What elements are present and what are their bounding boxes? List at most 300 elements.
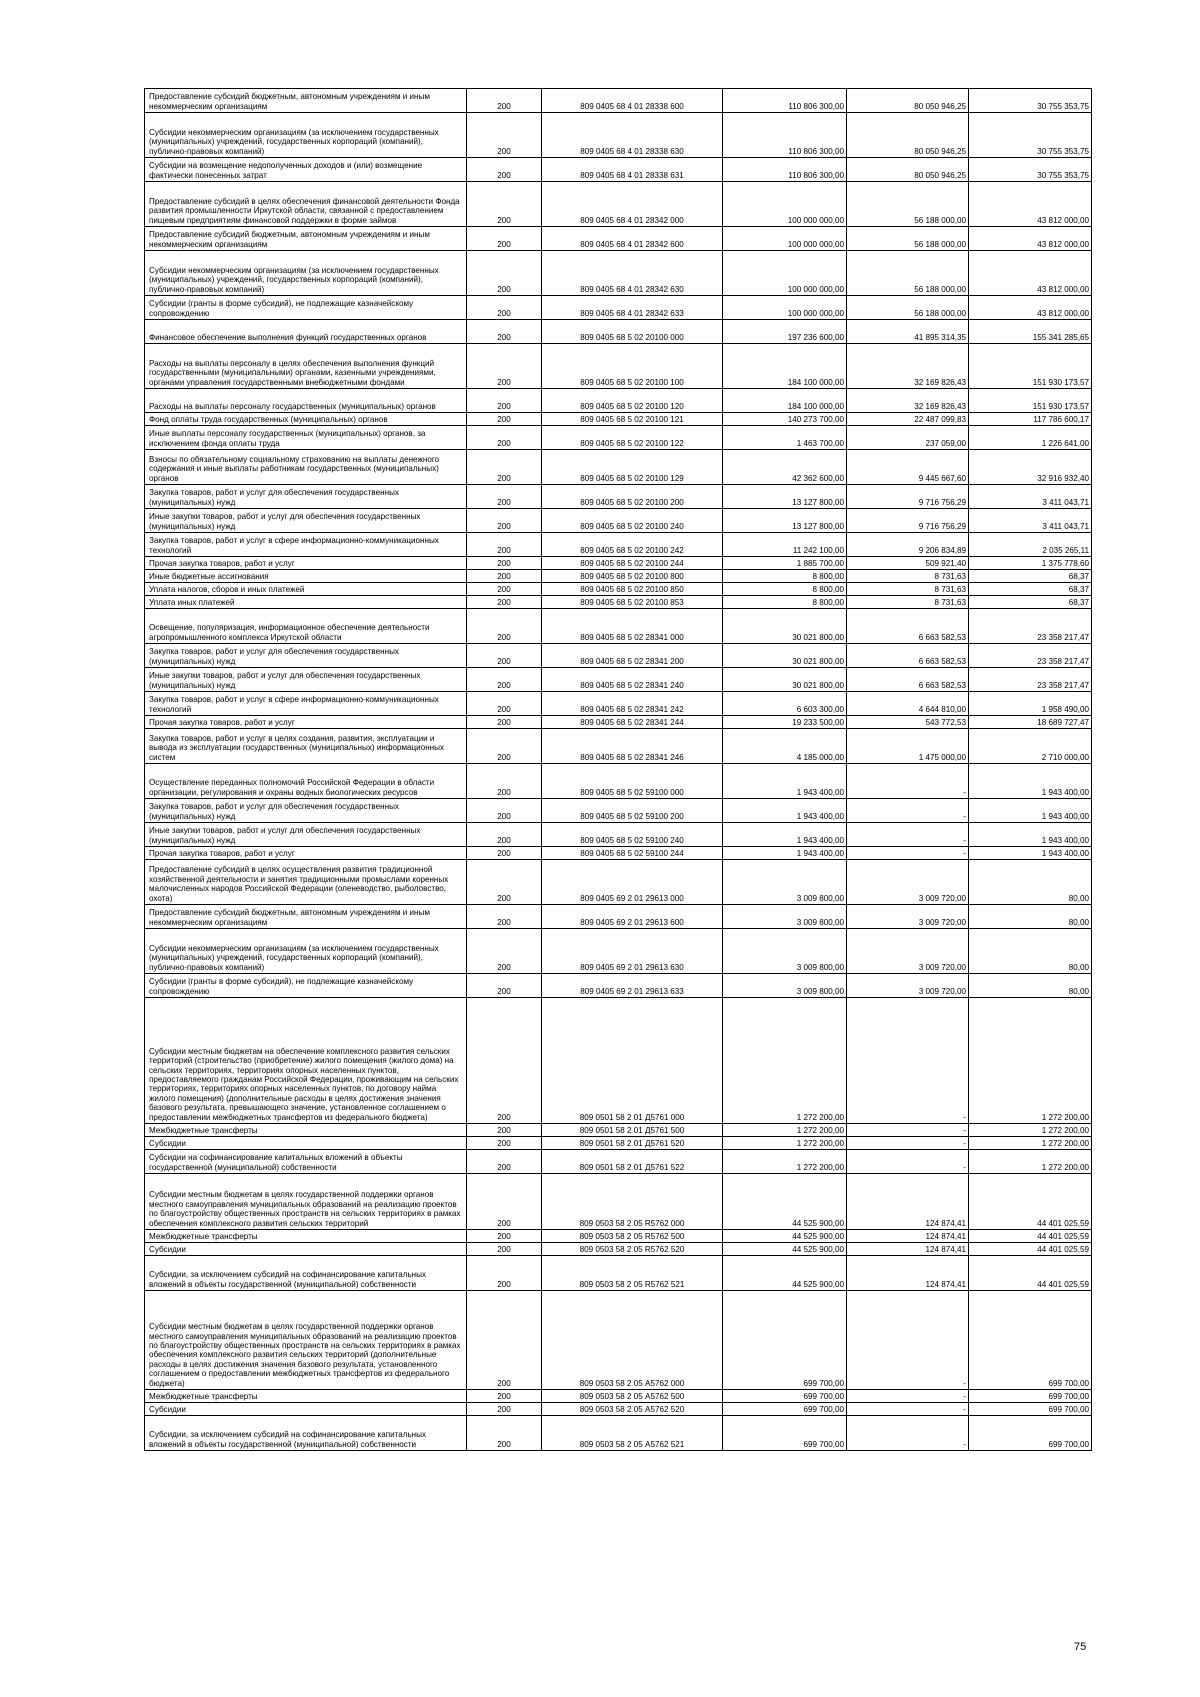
- row-remainder-cell: 151 930 173,57: [969, 344, 1092, 389]
- row-executed-cell: 3 009 720,00: [847, 860, 969, 905]
- row-name-cell: Субсидии местным бюджетам в целях государственной поддержки органов местного самоуправления муниципальных образований на реализацию проектов по благоустройству общественных пространств на сельских территориях в рамках обеспечения комплексного развития сельских территорий: [145, 1174, 467, 1230]
- row-kbk-cell: 809 0405 68 5 02 59100 244: [542, 847, 723, 860]
- row-plan-cell: 140 273 700,00: [723, 413, 847, 426]
- row-kbk-cell: 809 0503 58 2 05 R5762 500: [542, 1230, 723, 1243]
- row-code-cell: 200: [467, 320, 542, 344]
- row-executed-cell: 22 487 099,83: [847, 413, 969, 426]
- row-code-cell: 200: [467, 929, 542, 974]
- row-code-cell: 200: [467, 1390, 542, 1403]
- row-name-cell: Иные закупки товаров, работ и услуг для обеспечения государственных (муниципальных) нужд: [145, 668, 467, 692]
- row-remainder-cell: 80,00: [969, 905, 1092, 929]
- row-remainder-cell: 44 401 025,59: [969, 1230, 1092, 1243]
- row-name-cell: Освещение, популяризация, информационное обеспечение деятельности агропромышленного комплекса Иркутской области: [145, 609, 467, 644]
- row-remainder-cell: 155 341 285,65: [969, 320, 1092, 344]
- table-row: [145, 557, 1092, 570]
- row-remainder-cell: 43 812 000,00: [969, 296, 1092, 320]
- row-kbk-cell: 809 0405 68 5 02 59100 240: [542, 823, 723, 847]
- table-row: [145, 344, 1092, 389]
- table-row: [145, 389, 1092, 413]
- row-kbk-cell: 809 0501 58 2 01 Д5761 000: [542, 998, 723, 1124]
- row-code-cell: 200: [467, 1291, 542, 1390]
- row-name-cell: Иные выплаты персоналу государственных (муниципальных) органов, за исключением фонда оплаты труда: [145, 426, 467, 450]
- row-plan-cell: 13 127 800,00: [723, 509, 847, 533]
- row-executed-cell: 32 169 826,43: [847, 389, 969, 413]
- row-code-cell: 200: [467, 426, 542, 450]
- row-plan-cell: 3 009 800,00: [723, 974, 847, 998]
- row-name-cell: Субсидии: [145, 1243, 467, 1256]
- table-row: [145, 450, 1092, 485]
- row-kbk-cell: 809 0405 68 5 02 20100 240: [542, 509, 723, 533]
- row-code-cell: 200: [467, 1416, 542, 1451]
- row-kbk-cell: 809 0405 68 5 02 20100 122: [542, 426, 723, 450]
- budget-execution-table: [144, 88, 1092, 1451]
- row-remainder-cell: 30 755 353,75: [969, 158, 1092, 182]
- row-kbk-cell: 809 0405 68 4 01 28338 600: [542, 89, 723, 113]
- row-executed-cell: -: [847, 1403, 969, 1416]
- row-name-cell: Субсидии (гранты в форме субсидий), не подлежащие казначейскому сопровождению: [145, 296, 467, 320]
- row-executed-cell: 543 772,53: [847, 716, 969, 729]
- row-plan-cell: 100 000 000,00: [723, 227, 847, 251]
- row-code-cell: 200: [467, 344, 542, 389]
- row-remainder-cell: 23 358 217,47: [969, 668, 1092, 692]
- table-row: [145, 823, 1092, 847]
- row-name-cell: Субсидии, за исключением субсидий на софинансирование капитальных вложений в объекты государственной (муниципальной) собственности: [145, 1256, 467, 1291]
- row-remainder-cell: 43 812 000,00: [969, 251, 1092, 296]
- row-kbk-cell: 809 0405 68 5 02 20100 121: [542, 413, 723, 426]
- row-remainder-cell: 699 700,00: [969, 1416, 1092, 1451]
- table-row: [145, 413, 1092, 426]
- row-remainder-cell: 44 401 025,59: [969, 1243, 1092, 1256]
- row-kbk-cell: 809 0405 68 5 02 20100 244: [542, 557, 723, 570]
- row-executed-cell: -: [847, 1390, 969, 1403]
- row-name-cell: Субсидии: [145, 1403, 467, 1416]
- row-plan-cell: 44 525 900,00: [723, 1256, 847, 1291]
- row-executed-cell: 124 874,41: [847, 1256, 969, 1291]
- row-code-cell: 200: [467, 182, 542, 227]
- row-plan-cell: 1 272 200,00: [723, 1137, 847, 1150]
- row-kbk-cell: 809 0405 68 5 02 20100 200: [542, 485, 723, 509]
- row-remainder-cell: 23 358 217,47: [969, 609, 1092, 644]
- row-name-cell: Предоставление субсидий бюджетным, автономным учреждениям и иным некоммерческим организациям: [145, 89, 467, 113]
- row-remainder-cell: 3 411 043,71: [969, 485, 1092, 509]
- row-name-cell: Субсидии на софинансирование капитальных вложений в объекты государственной (муниципальной) собственности: [145, 1150, 467, 1174]
- row-remainder-cell: 1 943 400,00: [969, 799, 1092, 823]
- row-code-cell: 200: [467, 1243, 542, 1256]
- row-name-cell: Субсидии некоммерческим организациям (за исключением государственных (муниципальных) учреждений, государственных корпораций (компаний), публично-правовых компаний): [145, 113, 467, 158]
- row-code-cell: 200: [467, 998, 542, 1124]
- row-kbk-cell: 809 0503 58 2 05 А5762 500: [542, 1390, 723, 1403]
- row-code-cell: 200: [467, 227, 542, 251]
- row-name-cell: Субсидии (гранты в форме субсидий), не подлежащие казначейскому сопровождению: [145, 974, 467, 998]
- row-executed-cell: -: [847, 1137, 969, 1150]
- row-executed-cell: -: [847, 764, 969, 799]
- table-row: [145, 426, 1092, 450]
- row-kbk-cell: 809 0405 68 5 02 28341 244: [542, 716, 723, 729]
- row-remainder-cell: 23 358 217,47: [969, 644, 1092, 668]
- row-executed-cell: 6 663 582,53: [847, 668, 969, 692]
- row-name-cell: Расходы на выплаты персоналу государственных (муниципальных) органов: [145, 389, 467, 413]
- row-executed-cell: 3 009 720,00: [847, 905, 969, 929]
- row-name-cell: Уплата налогов, сборов и иных платежей: [145, 583, 467, 596]
- row-kbk-cell: 809 0405 68 4 01 28342 633: [542, 296, 723, 320]
- row-plan-cell: 1 272 200,00: [723, 1150, 847, 1174]
- row-name-cell: Межбюджетные трансферты: [145, 1390, 467, 1403]
- table-row: [145, 1416, 1092, 1451]
- table-row: [145, 1137, 1092, 1150]
- row-code-cell: 200: [467, 1256, 542, 1291]
- row-plan-cell: 30 021 800,00: [723, 644, 847, 668]
- row-plan-cell: 184 100 000,00: [723, 344, 847, 389]
- row-kbk-cell: 809 0501 58 2 01 Д5761 500: [542, 1124, 723, 1137]
- table-row: [145, 1124, 1092, 1137]
- row-name-cell: Расходы на выплаты персоналу в целях обеспечения выполнения функций государственными (муниципальными) органами, казенными учреждениями, органами управления государственными внебюджетными фондами: [145, 344, 467, 389]
- row-remainder-cell: 1 272 200,00: [969, 1150, 1092, 1174]
- row-code-cell: 200: [467, 158, 542, 182]
- row-plan-cell: 699 700,00: [723, 1416, 847, 1451]
- row-name-cell: Взносы по обязательному социальному страхованию на выплаты денежного содержания и иные выплаты работникам государственных (муниципальных) органов: [145, 450, 467, 485]
- row-executed-cell: 56 188 000,00: [847, 251, 969, 296]
- row-executed-cell: 80 050 946,25: [847, 113, 969, 158]
- row-kbk-cell: 809 0501 58 2 01 Д5761 522: [542, 1150, 723, 1174]
- row-name-cell: Межбюджетные трансферты: [145, 1230, 467, 1243]
- row-remainder-cell: 80,00: [969, 929, 1092, 974]
- row-remainder-cell: 44 401 025,59: [969, 1174, 1092, 1230]
- row-kbk-cell: 809 0503 58 2 05 А5762 000: [542, 1291, 723, 1390]
- row-remainder-cell: 43 812 000,00: [969, 182, 1092, 227]
- row-code-cell: 200: [467, 296, 542, 320]
- row-name-cell: Предоставление субсидий в целях обеспечения финансовой деятельности Фонда развития промышленности Иркутской области, связанной с предоставлением пищевым предприятиям финансовой поддержки в форме займов: [145, 182, 467, 227]
- row-name-cell: Уплата иных платежей: [145, 596, 467, 609]
- row-code-cell: 200: [467, 609, 542, 644]
- table-row: [145, 251, 1092, 296]
- row-executed-cell: 3 009 720,00: [847, 974, 969, 998]
- row-name-cell: Межбюджетные трансферты: [145, 1124, 467, 1137]
- table-row: [145, 89, 1092, 113]
- table-row: [145, 692, 1092, 716]
- table-row: [145, 799, 1092, 823]
- row-executed-cell: -: [847, 847, 969, 860]
- row-name-cell: Иные закупки товаров, работ и услуг для обеспечения государственных (муниципальных) нужд: [145, 823, 467, 847]
- table-row: [145, 609, 1092, 644]
- row-kbk-cell: 809 0405 68 5 02 20100 100: [542, 344, 723, 389]
- table-row: [145, 1150, 1092, 1174]
- row-plan-cell: 100 000 000,00: [723, 251, 847, 296]
- row-plan-cell: 100 000 000,00: [723, 296, 847, 320]
- row-plan-cell: 8 800,00: [723, 583, 847, 596]
- table-row: [145, 847, 1092, 860]
- row-remainder-cell: 80,00: [969, 860, 1092, 905]
- table-row: [145, 509, 1092, 533]
- row-plan-cell: 1 463 700,00: [723, 426, 847, 450]
- row-remainder-cell: 43 812 000,00: [969, 227, 1092, 251]
- row-plan-cell: 110 806 300,00: [723, 158, 847, 182]
- row-name-cell: Предоставление субсидий бюджетным, автономным учреждениям и иным некоммерческим организациям: [145, 905, 467, 929]
- row-code-cell: 200: [467, 251, 542, 296]
- row-code-cell: 200: [467, 413, 542, 426]
- table-row: [145, 1256, 1092, 1291]
- row-plan-cell: 1 943 400,00: [723, 847, 847, 860]
- row-kbk-cell: 809 0501 58 2 01 Д5761 520: [542, 1137, 723, 1150]
- row-remainder-cell: 1 375 778,60: [969, 557, 1092, 570]
- row-kbk-cell: 809 0405 68 5 02 59100 000: [542, 764, 723, 799]
- row-code-cell: 200: [467, 89, 542, 113]
- row-executed-cell: -: [847, 1416, 969, 1451]
- row-name-cell: Закупка товаров, работ и услуг для обеспечения государственных (муниципальных) нужд: [145, 799, 467, 823]
- row-executed-cell: -: [847, 1124, 969, 1137]
- row-remainder-cell: 699 700,00: [969, 1390, 1092, 1403]
- row-name-cell: Прочая закупка товаров, работ и услуг: [145, 557, 467, 570]
- row-name-cell: Закупка товаров, работ и услуг для обеспечения государственных (муниципальных) нужд: [145, 644, 467, 668]
- row-name-cell: Закупка товаров, работ и услуг в целях создания, развития, эксплуатации и вывода из эксплуатации государственных (муниципальных) информационных систем: [145, 729, 467, 764]
- row-plan-cell: 11 242 100,00: [723, 533, 847, 557]
- table-row: [145, 860, 1092, 905]
- row-remainder-cell: 68,37: [969, 596, 1092, 609]
- row-executed-cell: 56 188 000,00: [847, 296, 969, 320]
- row-code-cell: 200: [467, 729, 542, 764]
- row-remainder-cell: 32 916 932,40: [969, 450, 1092, 485]
- row-kbk-cell: 809 0405 68 5 02 59100 200: [542, 799, 723, 823]
- row-name-cell: Прочая закупка товаров, работ и услуг: [145, 847, 467, 860]
- row-executed-cell: 56 188 000,00: [847, 227, 969, 251]
- row-kbk-cell: 809 0503 58 2 05 А5762 521: [542, 1416, 723, 1451]
- row-name-cell: Иные закупки товаров, работ и услуг для обеспечения государственных (муниципальных) нужд: [145, 509, 467, 533]
- row-code-cell: 200: [467, 485, 542, 509]
- row-name-cell: Закупка товаров, работ и услуг для обеспечения государственных (муниципальных) нужд: [145, 485, 467, 509]
- row-remainder-cell: 1 943 400,00: [969, 764, 1092, 799]
- row-plan-cell: 1 272 200,00: [723, 998, 847, 1124]
- row-executed-cell: 80 050 946,25: [847, 89, 969, 113]
- row-plan-cell: 197 236 600,00: [723, 320, 847, 344]
- row-plan-cell: 8 800,00: [723, 570, 847, 583]
- table-row: [145, 974, 1092, 998]
- row-name-cell: Субсидии некоммерческим организациям (за исключением государственных (муниципальных) учреждений, государственных корпораций (компаний), публично-правовых компаний): [145, 929, 467, 974]
- table-row: [145, 533, 1092, 557]
- row-kbk-cell: 809 0405 68 5 02 20100 242: [542, 533, 723, 557]
- row-executed-cell: -: [847, 998, 969, 1124]
- row-executed-cell: 6 663 582,53: [847, 644, 969, 668]
- row-plan-cell: 1 943 400,00: [723, 764, 847, 799]
- row-name-cell: Субсидии местным бюджетам в целях государственной поддержки органов местного самоуправления муниципальных образований на реализацию проектов по благоустройству общественных пространств на сельских территориях в рамках обеспечения комплексного развития сельских территорий (дополнительные расходы в целях достижения значения базового результата, установленного соглашением о предоставлении межбюджетных трансфертов из федерального бюджета): [145, 1291, 467, 1390]
- row-executed-cell: 8 731,63: [847, 596, 969, 609]
- table-row: [145, 1390, 1092, 1403]
- row-code-cell: 200: [467, 1124, 542, 1137]
- row-plan-cell: 1 885 700,00: [723, 557, 847, 570]
- row-name-cell: Субсидии, за исключением субсидий на софинансирование капитальных вложений в объекты государственной (муниципальной) собственности: [145, 1416, 467, 1451]
- row-code-cell: 200: [467, 799, 542, 823]
- table-row: [145, 1174, 1092, 1230]
- row-code-cell: 200: [467, 596, 542, 609]
- row-code-cell: 200: [467, 847, 542, 860]
- row-plan-cell: 42 362 600,00: [723, 450, 847, 485]
- row-name-cell: Финансовое обеспечение выполнения функций государственных органов: [145, 320, 467, 344]
- row-remainder-cell: 68,37: [969, 583, 1092, 596]
- row-remainder-cell: 1 943 400,00: [969, 823, 1092, 847]
- row-executed-cell: 6 663 582,53: [847, 609, 969, 644]
- row-kbk-cell: 809 0405 69 2 01 29613 630: [542, 929, 723, 974]
- row-executed-cell: 237 059,00: [847, 426, 969, 450]
- row-name-cell: Закупка товаров, работ и услуг в сфере информационно-коммуникационных технологий: [145, 533, 467, 557]
- row-plan-cell: 8 800,00: [723, 596, 847, 609]
- row-executed-cell: -: [847, 799, 969, 823]
- row-kbk-cell: 809 0405 68 5 02 20100 000: [542, 320, 723, 344]
- row-code-cell: 200: [467, 570, 542, 583]
- table-row: [145, 113, 1092, 158]
- table-row: [145, 485, 1092, 509]
- row-remainder-cell: 44 401 025,59: [969, 1256, 1092, 1291]
- row-executed-cell: 32 169 826,43: [847, 344, 969, 389]
- row-remainder-cell: 1 943 400,00: [969, 847, 1092, 860]
- row-code-cell: 200: [467, 764, 542, 799]
- row-code-cell: 200: [467, 692, 542, 716]
- table-row: [145, 182, 1092, 227]
- row-plan-cell: 4 185 000,00: [723, 729, 847, 764]
- row-kbk-cell: 809 0405 69 2 01 29613 600: [542, 905, 723, 929]
- row-name-cell: Субсидии местным бюджетам на обеспечение комплексного развития сельских территорий (строительство (приобретение) жилого помещения (жилого дома) на сельских территориях, территориях опорных населенных пунктов, предоставляемого гражданам Российской Федерации, проживающим на сельских территориях, территориях опорных населенных пунктов, по договору найма жилого помещения) (дополнительные расходы в целях достижения значения базового результата, превышающего значение, установленное соглашением о предоставлении межбюджетных трансфертов из федерального бюджета): [145, 998, 467, 1124]
- table-row: [145, 596, 1092, 609]
- row-plan-cell: 30 021 800,00: [723, 609, 847, 644]
- row-executed-cell: 56 188 000,00: [847, 182, 969, 227]
- row-plan-cell: 100 000 000,00: [723, 182, 847, 227]
- row-kbk-cell: 809 0405 68 5 02 28341 200: [542, 644, 723, 668]
- row-code-cell: 200: [467, 974, 542, 998]
- row-name-cell: Прочая закупка товаров, работ и услуг: [145, 716, 467, 729]
- row-name-cell: Закупка товаров, работ и услуг в сфере информационно-коммуникационных технологий: [145, 692, 467, 716]
- row-code-cell: 200: [467, 1137, 542, 1150]
- row-plan-cell: 13 127 800,00: [723, 485, 847, 509]
- row-kbk-cell: 809 0405 68 4 01 28338 631: [542, 158, 723, 182]
- table-row: [145, 644, 1092, 668]
- row-remainder-cell: 699 700,00: [969, 1291, 1092, 1390]
- row-code-cell: 200: [467, 533, 542, 557]
- row-remainder-cell: 2 035 265,11: [969, 533, 1092, 557]
- row-kbk-cell: 809 0405 69 2 01 29613 000: [542, 860, 723, 905]
- row-executed-cell: 3 009 720,00: [847, 929, 969, 974]
- row-plan-cell: 19 233 500,00: [723, 716, 847, 729]
- row-plan-cell: 110 806 300,00: [723, 89, 847, 113]
- row-name-cell: Иные бюджетные ассигнования: [145, 570, 467, 583]
- table-row: [145, 1291, 1092, 1390]
- row-kbk-cell: 809 0503 58 2 05 R5762 000: [542, 1174, 723, 1230]
- row-kbk-cell: 809 0503 58 2 05 R5762 521: [542, 1256, 723, 1291]
- table-body: [145, 89, 1092, 1451]
- row-plan-cell: 699 700,00: [723, 1403, 847, 1416]
- row-kbk-cell: 809 0405 68 5 02 28341 246: [542, 729, 723, 764]
- row-plan-cell: 1 943 400,00: [723, 823, 847, 847]
- row-executed-cell: 80 050 946,25: [847, 158, 969, 182]
- row-remainder-cell: 1 272 200,00: [969, 998, 1092, 1124]
- table-row: [145, 668, 1092, 692]
- row-executed-cell: 509 921,40: [847, 557, 969, 570]
- row-code-cell: 200: [467, 860, 542, 905]
- table-row: [145, 583, 1092, 596]
- table-row: [145, 929, 1092, 974]
- row-kbk-cell: 809 0405 68 4 01 28342 630: [542, 251, 723, 296]
- row-code-cell: 200: [467, 1174, 542, 1230]
- row-remainder-cell: 699 700,00: [969, 1403, 1092, 1416]
- row-code-cell: 200: [467, 1150, 542, 1174]
- table-row: [145, 158, 1092, 182]
- row-kbk-cell: 809 0405 68 4 01 28338 630: [542, 113, 723, 158]
- row-code-cell: 200: [467, 905, 542, 929]
- row-name-cell: Предоставление субсидий в целях осуществления развития традиционной хозяйственной деятельности и занятия традиционными промыслами коренных малочисленных народов Российской Федерации (оленеводство, рыболовство, охота): [145, 860, 467, 905]
- row-executed-cell: 124 874,41: [847, 1230, 969, 1243]
- row-kbk-cell: 809 0405 68 5 02 20100 853: [542, 596, 723, 609]
- table-row: [145, 1243, 1092, 1256]
- row-name-cell: Предоставление субсидий бюджетным, автономным учреждениям и иным некоммерческим организациям: [145, 227, 467, 251]
- row-code-cell: 200: [467, 557, 542, 570]
- row-remainder-cell: 30 755 353,75: [969, 89, 1092, 113]
- row-remainder-cell: 1 272 200,00: [969, 1124, 1092, 1137]
- row-kbk-cell: 809 0503 58 2 05 А5762 520: [542, 1403, 723, 1416]
- row-plan-cell: 1 943 400,00: [723, 799, 847, 823]
- row-executed-cell: 124 874,41: [847, 1243, 969, 1256]
- row-kbk-cell: 809 0405 68 5 02 20100 800: [542, 570, 723, 583]
- row-name-cell: Субсидии на возмещение недополученных доходов и (или) возмещение фактически понесенных затрат: [145, 158, 467, 182]
- row-executed-cell: -: [847, 1291, 969, 1390]
- row-kbk-cell: 809 0405 68 5 02 28341 240: [542, 668, 723, 692]
- row-plan-cell: 3 009 800,00: [723, 929, 847, 974]
- row-kbk-cell: 809 0405 68 5 02 20100 129: [542, 450, 723, 485]
- row-kbk-cell: 809 0405 68 5 02 20100 120: [542, 389, 723, 413]
- row-remainder-cell: 80,00: [969, 974, 1092, 998]
- table-row: [145, 320, 1092, 344]
- row-code-cell: 200: [467, 583, 542, 596]
- row-kbk-cell: 809 0405 68 5 02 20100 850: [542, 583, 723, 596]
- table-row: [145, 570, 1092, 583]
- row-kbk-cell: 809 0405 68 5 02 28341 000: [542, 609, 723, 644]
- row-code-cell: 200: [467, 823, 542, 847]
- row-plan-cell: 3 009 800,00: [723, 905, 847, 929]
- row-plan-cell: 184 100 000,00: [723, 389, 847, 413]
- table-row: [145, 1403, 1092, 1416]
- table-row: [145, 716, 1092, 729]
- row-code-cell: 200: [467, 668, 542, 692]
- row-plan-cell: 3 009 800,00: [723, 860, 847, 905]
- row-plan-cell: 44 525 900,00: [723, 1230, 847, 1243]
- row-code-cell: 200: [467, 716, 542, 729]
- row-plan-cell: 699 700,00: [723, 1390, 847, 1403]
- row-kbk-cell: 809 0405 68 4 01 28342 000: [542, 182, 723, 227]
- page-number: 75: [1074, 1641, 1087, 1653]
- row-plan-cell: 699 700,00: [723, 1291, 847, 1390]
- row-remainder-cell: 1 226 641,00: [969, 426, 1092, 450]
- row-name-cell: Субсидии: [145, 1137, 467, 1150]
- row-remainder-cell: 117 786 600,17: [969, 413, 1092, 426]
- row-executed-cell: 9 716 756,29: [847, 509, 969, 533]
- row-remainder-cell: 18 689 727,47: [969, 716, 1092, 729]
- row-remainder-cell: 68,37: [969, 570, 1092, 583]
- table-row: [145, 905, 1092, 929]
- row-kbk-cell: 809 0405 69 2 01 29613 633: [542, 974, 723, 998]
- row-kbk-cell: 809 0405 68 4 01 28342 600: [542, 227, 723, 251]
- row-code-cell: 200: [467, 644, 542, 668]
- row-executed-cell: 9 716 756,29: [847, 485, 969, 509]
- row-code-cell: 200: [467, 1230, 542, 1243]
- row-code-cell: 200: [467, 113, 542, 158]
- row-executed-cell: 124 874,41: [847, 1174, 969, 1230]
- row-remainder-cell: 1 958 490,00: [969, 692, 1092, 716]
- row-executed-cell: 9 206 834,89: [847, 533, 969, 557]
- row-code-cell: 200: [467, 1403, 542, 1416]
- table-row: [145, 1230, 1092, 1243]
- row-name-cell: Фонд оплаты труда государственных (муниципальных) органов: [145, 413, 467, 426]
- row-code-cell: 200: [467, 389, 542, 413]
- row-executed-cell: 41 895 314,35: [847, 320, 969, 344]
- table-row: [145, 296, 1092, 320]
- row-remainder-cell: 151 930 173,57: [969, 389, 1092, 413]
- row-remainder-cell: 30 755 353,75: [969, 113, 1092, 158]
- row-plan-cell: 44 525 900,00: [723, 1174, 847, 1230]
